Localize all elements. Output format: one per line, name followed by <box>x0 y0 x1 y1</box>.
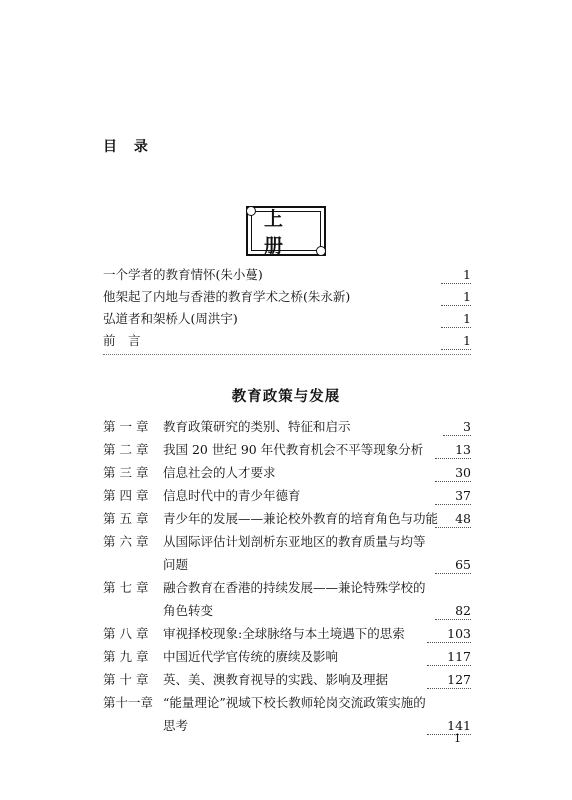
chapter-title: 信息时代中的青少年德育 <box>163 488 301 503</box>
chapter-title-continued: 问题 <box>163 557 189 572</box>
toc-entry-title: 他架起了内地与香港的教育学术之桥(朱永新) <box>103 289 351 304</box>
chapter-entry[interactable] <box>103 648 471 671</box>
chapter-page: 82 <box>435 602 471 620</box>
toc-entry[interactable] <box>103 310 471 332</box>
chapter-entry[interactable] <box>103 579 471 625</box>
toc-entry-page: 1 <box>441 266 471 284</box>
chapter-label: 第 九 章 <box>103 649 149 664</box>
chapter-label: 第 一 章 <box>103 419 149 434</box>
chapter-page: 13 <box>435 441 471 459</box>
chapter-title: 我国 20 世纪 90 年代教育机会不平等现象分析 <box>163 442 424 457</box>
chapter-page: 117 <box>427 648 471 666</box>
chapter-title: 教育政策研究的类别、特征和启示 <box>163 419 351 434</box>
page-number: 1 <box>454 732 461 745</box>
chapter-entry[interactable] <box>103 510 471 533</box>
toc-entry-page: 1 <box>441 332 471 350</box>
chapter-title: 审视择校现象:全球脉络与本土境遇下的思索 <box>163 626 405 641</box>
chapter-entry[interactable] <box>103 625 471 648</box>
chapter-entry[interactable] <box>103 694 471 740</box>
section-title: 教育政策与发展 <box>231 388 341 405</box>
chapter-title: 青少年的发展——兼论校外教育的培育角色与功能 <box>163 511 439 526</box>
chapter-label: 第 十 章 <box>103 672 149 687</box>
section-divider <box>103 354 471 355</box>
chapter-title: “能量理论”视域下校长教师轮岗交流政策实施的 <box>163 695 426 710</box>
chapter-page: 3 <box>443 418 471 436</box>
chapter-title: 信息社会的人才要求 <box>163 465 276 480</box>
toc-entry-title: 一个学者的教育情怀(朱小蔓) <box>103 267 263 282</box>
chapter-label: 第 八 章 <box>103 626 149 641</box>
volume-title-inner-frame <box>251 208 321 257</box>
chapter-page: 103 <box>427 625 471 643</box>
chapter-title: 融合教育在香港的持续发展——兼论特殊学校的 <box>163 580 426 595</box>
chapter-label: 第 四 章 <box>103 488 149 503</box>
chapter-list <box>103 418 471 740</box>
toc-entry-page: 1 <box>441 310 471 328</box>
chapter-title-continued: 思考 <box>163 718 189 733</box>
chapter-label: 第 六 章 <box>103 534 149 549</box>
chapter-entry[interactable] <box>103 418 471 441</box>
chapter-label: 第 五 章 <box>103 511 149 526</box>
chapter-entry[interactable] <box>103 487 471 510</box>
chapter-title: 从国际评估计划剖析东亚地区的教育质量与均等 <box>163 534 426 549</box>
toc-entry-page: 1 <box>441 288 471 306</box>
chapter-page: 127 <box>427 671 471 689</box>
chapter-label: 第 三 章 <box>103 465 149 480</box>
chapter-page: 65 <box>435 556 471 574</box>
page-heading: 目 录 <box>103 139 154 155</box>
chapter-page: 48 <box>435 510 471 528</box>
volume-title-frame <box>246 206 326 256</box>
chapter-entry[interactable] <box>103 464 471 487</box>
chapter-title: 英、美、澳教育视导的实践、影响及理据 <box>163 672 389 687</box>
chapter-page: 30 <box>435 464 471 482</box>
chapter-entry[interactable] <box>103 441 471 464</box>
chapter-label: 第 七 章 <box>103 580 149 595</box>
toc-entry-title: 弘道者和架桥人(周洪宇) <box>103 311 238 326</box>
volume-title: 上册 <box>264 208 296 257</box>
toc-entry[interactable] <box>103 266 471 288</box>
chapter-page: 37 <box>435 487 471 505</box>
chapter-title: 中国近代学官传统的赓续及影响 <box>163 649 339 664</box>
front-matter-list <box>103 266 471 354</box>
toc-entry[interactable] <box>103 288 471 310</box>
chapter-entry[interactable] <box>103 671 471 694</box>
chapter-title-continued: 角色转变 <box>163 603 214 618</box>
toc-entry[interactable] <box>103 332 471 354</box>
chapter-entry[interactable] <box>103 533 471 579</box>
chapter-page: 141 <box>427 717 471 735</box>
toc-entry-title: 前 言 <box>103 333 141 348</box>
chapter-label: 第 二 章 <box>103 442 149 457</box>
chapter-label: 第十一章 <box>103 695 154 710</box>
